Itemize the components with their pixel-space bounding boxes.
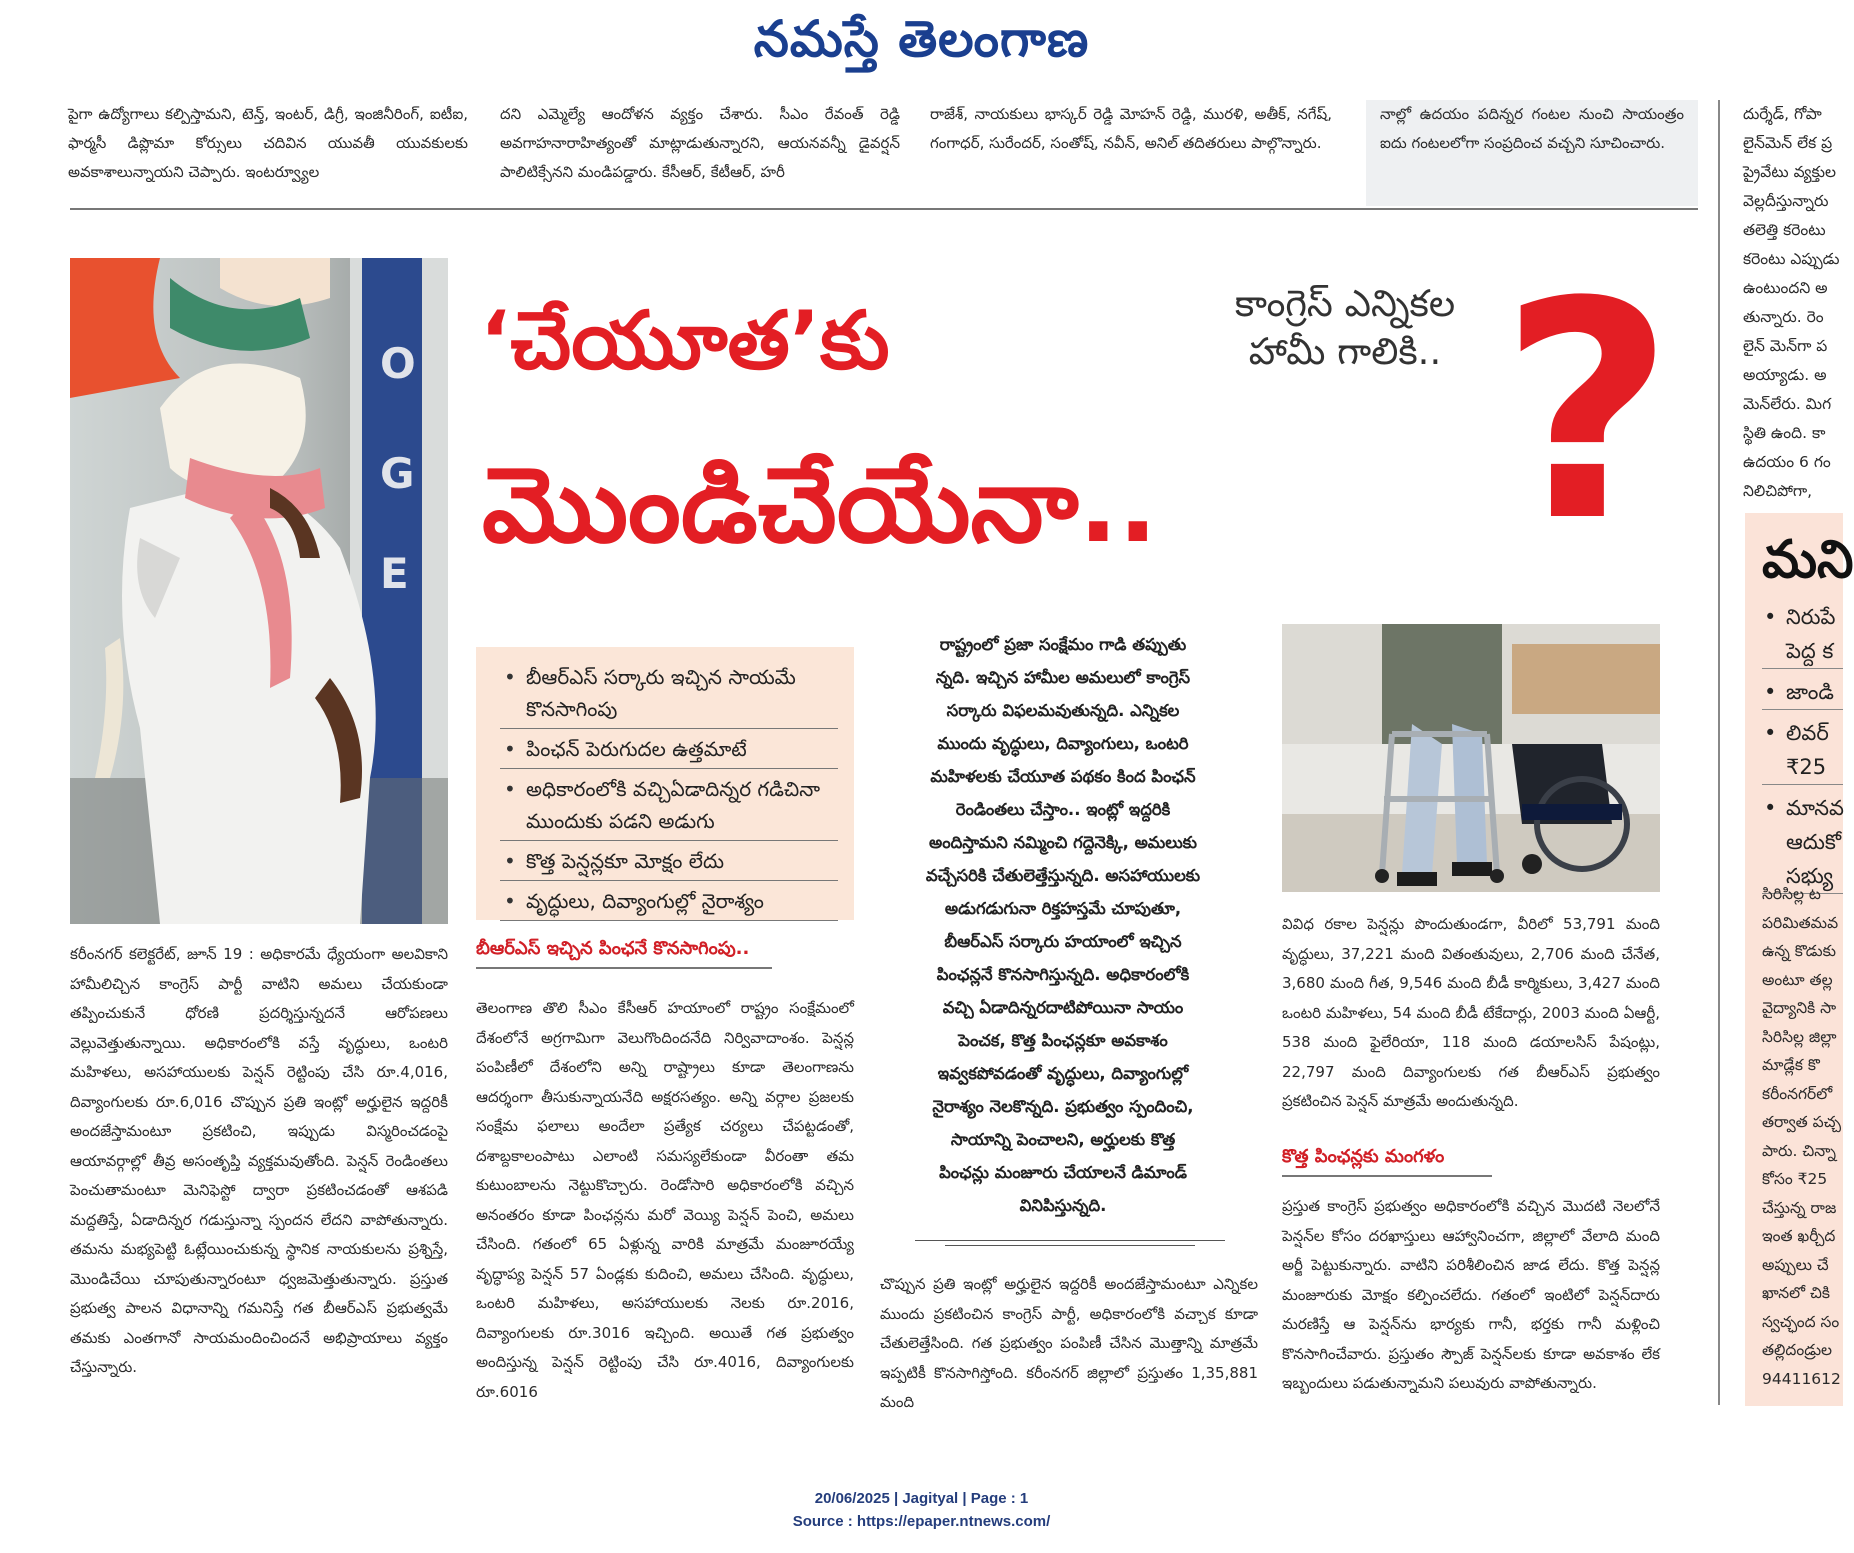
article-column-1 [70, 940, 448, 1386]
top-column-2-text: దని ఎమ్మెల్యే ఆందోళన వ్యక్తం చేశారు. సీఎం రేవంత్ రెడ్డి అవగాహనారాహిత్యంతో మాట్లాడుతున్నారని, ఆయనవన్నీ డైవర్షన్ పాలిటిక్సేనని మండిపడ్డారు. కేసీఆర్, కేటీఆర్, హరీ [500, 105, 900, 181]
masthead [0, 10, 1843, 80]
right-edge-line: లైన్ మెన్‌గా ప [1743, 337, 1828, 355]
standfirst-line: ఇవ్వకపోవడంతో వృద్ధులు, దివ్యాంగుల్లో [937, 1064, 1189, 1083]
right-edge-line: మెన్‌లేరు. మిగ [1743, 395, 1832, 413]
standfirst-line: ముందు వృద్ధులు, దివ్యాంగులు, ఒంటరి [937, 734, 1189, 753]
top-divider [70, 208, 1698, 210]
right-edge-line: లైన్‌మెన్ లేక ప్ర [1743, 134, 1833, 152]
standfirst-line: న్నది. ఇచ్చిన హామీల అమలులో కాంగ్రెస్ [935, 668, 1191, 687]
right-edge-line: అయ్యాడు. అ [1743, 366, 1827, 384]
elderly-man-illustration [70, 258, 448, 924]
headline-line-1: ‘చేయూత’కు [480, 294, 890, 387]
right-sidebar-line: ఉన్న కొడుకు [1762, 942, 1837, 960]
right-sidebar-line: చేస్తున్న రాజ [1762, 1198, 1837, 1217]
svg-text:O: O [380, 339, 416, 388]
right-edge-line: కరెంటు ఎప్పుడు [1743, 250, 1840, 268]
right-sidebar-line: కరీంనగర్‌లో [1762, 1084, 1833, 1103]
standfirst-line: సర్కారు విఫలమవుతున్నది. ఎన్నికల [946, 701, 1180, 720]
right-sidebar-line: 94411612 [1762, 1369, 1841, 1388]
right-sidebar-line: సిరిసిల్ల ట [1762, 885, 1821, 903]
standfirst-line: వచ్చి ఏడాదిన్నరదాటిపోయినా సాయం [942, 998, 1184, 1017]
article-column-4-top [1282, 910, 1660, 1140]
article-column-4-top-text: వివిధ రకాల పెన్షన్లు పొందుతుండగా, వీరిలో 53,791 మంది వృద్ధులు, 37,221 మంది వితంతువులు, 2,706 మంది చేనేత, 3,680 మంది గీత, 9,546 మంది బీడీ కార్మికులు, 3,427 మంది ఒంటరి మహిళలు, 54 మంది బీడీ టేకేదార్లు, 2003 మంది ఏఆర్టీ, 538 మంది ఫైలేరియా, 118 మంది డయాలసిస్ పేషంట్లు, 22,797 మంది దివ్యాంగులకు గత బీఆర్‌ఎస్ ప్రభుత్వం ప్రకటించిన పెన్షన్ మాత్రమే అందుతున్నది. [1282, 915, 1660, 1110]
right-sidebar-line: వైద్యానికి సా [1762, 999, 1837, 1017]
right-sidebar-item: • మానవ ఆదుకో సభ్యు [1762, 791, 1843, 894]
standfirst-line: నైరాశ్యం నెలకొన్నది. ప్రభుత్వం స్పందించి, [932, 1097, 1194, 1116]
footer-date-edition: 20/06/2025 | Jagityal | Page : 1 [814, 1490, 1029, 1507]
highlight-item: • అధికారంలోకి వచ్చిఏడాదిన్నర గడిచినా ముందుకు పడని అడుగు [500, 773, 838, 841]
article-column-2 [476, 994, 854, 1401]
subhead-new-pensions: కొత్త పింఛన్లకు మంగళం [1282, 1146, 1492, 1177]
article-column-4-bottom [1282, 1192, 1660, 1408]
right-sidebar-line: స్వచ్ఛంద సం [1762, 1312, 1840, 1331]
right-sidebar-line: కోసం ₹25 [1762, 1170, 1828, 1188]
article-column-3-text: చొప్పున ప్రతి ఇంట్లో అర్హులైన ఇద్దరికీ అందజేస్తామంటూ ఎన్నికల ముందు ప్రకటించిన కాంగ్రెస్ పార్టీ, అధికారంలోకి వచ్చాక కూడా చేతులెత్తేసింది. గత ప్రభుత్వం పంపిణీ చేసిన మొత్తాన్ని మాత్రమే ఇప్పటికీ కొనసాగిస్తోంది. కరీంనగర్ జిల్లాలో ప్రస్తుతం 1,35,881 మంది [880, 1275, 1258, 1411]
article-column-1-text: కరీంనగర్ కలెక్టరేట్, జూన్ 19 : అధికారమే ధ్యేయంగా అలవికాని హామీలిచ్చిన కాంగ్రెస్ పార్టీ వాటిని అమలు చేయకుండా తప్పించుకునే ధోరణి ప్రదర్శిస్తున్నదనే ఆరోపణలు వెల్లువెత్తుతున్నాయి. అధికారంలోకి వస్తే వృద్ధులు, ఒంటరి మహిళలు, అసహాయులకు పెన్షన్ రెట్టింపు చేసి రూ.4,016, దివ్యాంగులకు రూ.6,016 చొప్పున ప్రతి ఇంట్లో అర్హులైన ఇద్దరికీ అందజేస్తామంటూ ప్రకటించి, ఇప్పుడు విస్మరించడంపై ఆయావర్గాల్లో తీవ్ర అసంతృప్తి వ్యక్తమవుతోంది. పెన్షన్ రెండింతలు పెంచుతామంటూ మెనిఫెస్టో ద్వారా ప్రకటించడంతో ఆశపడి మద్దతిస్తే, ఏడాదిన్నర గడుస్తున్నా స్పందన లేదని వాపోతున్నారు. తమను మభ్యపెట్టి ఓట్లేయించుకున్న స్థానిక నాయకులను ప్రశ్నిస్తే, మొండిచేయి చూపుతున్నారంటూ ధ్వజమెత్తుతున్నారు. ప్రస్తుత ప్రభుత్వ పాలన విధానాన్ని గమనిస్తే గత బీఆర్‌ఎస్ ప్రభుత్వమే తమకు ఎంతగానో సాయమందించిందనే అభిప్రాయాలు వ్యక్తం చేస్తున్నారు. [70, 945, 448, 1376]
right-sidebar-line: తర్వాత పచ్చ [1762, 1113, 1842, 1131]
right-edge-line: స్థితి ఉంది. కా [1743, 424, 1826, 442]
right-sidebar-text [1762, 880, 1843, 1393]
top-column-3 [930, 100, 1332, 192]
kicker-line-2: హామీ గాలికి.. [1248, 330, 1442, 373]
highlight-item: • పింఛన్ పెరుగుదల ఉత్తమాటే [500, 733, 838, 769]
right-sidebar-item: • లివర్ ₹25 [1762, 716, 1843, 785]
right-edge-line: వెల్లదీస్తున్నారు [1743, 192, 1829, 210]
top-column-1 [68, 100, 468, 192]
top-column-4-text: నాల్లో ఉదయం పదిన్నర గంటల నుంచి సాయంత్రం ఐదు గంటలలోగా సంప్రదించ వచ్చని సూచించారు. [1380, 105, 1684, 152]
highlight-item: • కొత్త పెన్షన్లకూ మోక్షం లేదు [500, 845, 838, 881]
right-sidebar-line: అంటూ తల్ల [1762, 970, 1833, 989]
right-sidebar-line: అప్పులు చే [1762, 1255, 1829, 1274]
top-column-4-box [1366, 100, 1698, 206]
standfirst-line: రెండింతలు చేస్తాం.. ఇంట్లో ఇద్దరికి [955, 800, 1171, 819]
masthead-title: నమస్తే తెలంగాణ [753, 9, 1090, 68]
article-column-3 [880, 1270, 1258, 1410]
standfirst-line: పెంచక, కొత్త పింఛన్లకూ అవకాశం [958, 1031, 1168, 1050]
right-sidebar-line: ఇంత ఖర్చీద [1762, 1227, 1836, 1245]
highlight-item: • వృద్ధులు, దివ్యాంగుల్లో నైరాశ్యం [500, 885, 838, 921]
right-edge-line: ప్రైవేటు వ్యక్తుల [1743, 163, 1836, 181]
standfirst-line: పింఛన్లనే కొనసాగిస్తున్నది. అధికారంలోకి [936, 965, 1190, 984]
standfirst-line: మహిళలకు చేయూత పథకం కింద పింఛన్ [930, 767, 1196, 786]
standfirst-line: అడుగడుగునా రిక్తహస్తమే చూపుతూ, [944, 899, 1182, 918]
svg-text:E: E [380, 549, 409, 598]
center-divider-1 [915, 1240, 1225, 1241]
standfirst-line: వచ్చేసరికి చేతులెత్తేస్తున్నది. అసహాయులకు [925, 866, 1201, 885]
right-sidebar-line: మాడ్లేక కొ [1762, 1056, 1820, 1074]
right-edge-line: తున్నారు. రెం [1743, 308, 1824, 326]
standfirst-line: అందిస్తామని నమ్మించి గద్దెనెక్కి, అమలుకు [929, 833, 1197, 852]
right-edge-column [1743, 100, 1843, 506]
center-standfirst [888, 628, 1238, 1222]
kicker-line-1: కాంగ్రెస్ ఎన్నికల [1234, 282, 1456, 325]
right-edge-line: నిలిచిపోగా, [1743, 482, 1813, 500]
right-column-divider [1718, 100, 1720, 1405]
standfirst-line: బీఆర్‌ఎస్ సర్కారు హయాంలో ఇచ్చిన [944, 932, 1182, 951]
right-sidebar-line: పరిమితమవ [1762, 913, 1839, 932]
question-mark-graphic: ? [1500, 238, 1675, 587]
highlights-box [476, 647, 854, 920]
center-divider-2 [945, 1245, 1195, 1246]
right-sidebar-line: తల్లిదండ్రుల [1762, 1341, 1833, 1359]
highlights-list [500, 661, 838, 921]
standfirst-line: సాయాన్ని పెంచాలని, అర్హులకు కొత్త [950, 1130, 1176, 1149]
right-sidebar-list [1762, 600, 1843, 900]
article-column-2-text: తెలంగాణ తొలి సీఎం కేసీఆర్ హయాంలో రాష్ట్రం సంక్షేమంలో దేశంలోనే అగ్రగామిగా వెలుగొందిందనేది నిర్వివాదాంశం. పెన్షన్ల పంపిణీలో దేశంలోని అన్ని రాష్ట్రాలు కూడా తెలంగాణను ఆదర్శంగా తీసుకున్నాయనేది అక్షరసత్యం. అన్ని వర్గాల ప్రజలకు సంక్షేమ ఫలాలు అందేలా ప్రత్యేక చర్యలు చేపట్టడంతో, దశాబ్దకాలంపాటు ఎలాంటి సమస్యలేకుండా వీరంతా తమ కుటుంబాలను నెట్టుకొచ్చారు. రెండోసారి అధికారంలోకి వచ్చిన అనంతరం కూడా పింఛన్లను మరో వెయ్యి పెన్షన్ పెంచి, అమలు చేసింది. గతంలో 65 ఏళ్లున్న వారికి మాత్రమే మంజూరయ్యే వృద్ధాప్య పెన్షన్ 57 ఏండ్లకు కుదించి, అమలు చేసింది. వృద్ధులు, ఒంటరి మహిళలు, అసహాయులకు నెలకు రూ.2016, దివ్యాంగులకు రూ.3016 ఇచ్చింది. అయితే గత ప్రభుత్వం అందిస్తున్న పెన్షన్ రెట్టింపు చేసి రూ.4016, దివ్యాంగులకు రూ.6016 [476, 999, 854, 1401]
standfirst-line: వినిపిస్తున్నది. [1019, 1196, 1107, 1215]
top-column-3-text: రాజేశ్, నాయకులు భాస్కర్ రెడ్డి మోహన్ రెడ్డి, మురళి, అతీక్, నగేష్, గంగాధర్, సురేందర్, సంతోష్, నవీన్, అనిల్ తదితరులు పాల్గొన్నారు. [930, 105, 1332, 152]
right-sidebar-heading: మని [1762, 530, 1854, 590]
right-sidebar-line: పారు. చిన్నా [1762, 1141, 1837, 1160]
headline-line-2: మొండిచేయేనా.. [482, 444, 1158, 566]
top-column-2 [500, 100, 900, 192]
right-edge-line: దుర్శేడ్, గోపా [1743, 105, 1822, 123]
right-edge-line: తలెత్తి కరెంటు [1743, 221, 1826, 239]
walker-wheelchair-illustration [1282, 624, 1660, 892]
right-sidebar-item: • జాండి [1762, 675, 1843, 710]
right-sidebar-line: సిరిసిల్ల జిల్లా [1762, 1027, 1837, 1046]
top-column-1-text: పైగా ఉద్యోగాలు కల్పిస్తామని, టెన్త్, ఇంటర్, డిగ్రీ, ఇంజినీరింగ్, ఐటీఐ, ఫార్మసీ డిప్లొమా కోర్సులు చదివిన యువతీ యువకులకు అవకాశాలున్నాయని చెప్పారు. ఇంటర్వ్యూల [68, 105, 468, 181]
right-sidebar-item: • నిరుపే పెద్ద క [1762, 600, 1843, 669]
walker-wheelchair-photo [1282, 624, 1660, 892]
right-edge-line: ఉంటుందని అ [1743, 279, 1828, 297]
highlight-item: • బీఆర్‌ఎస్ సర్కారు ఇచ్చిన సాయమే కొనసాగింపు [500, 661, 838, 729]
footer-source-link[interactable]: Source : https://epaper.ntnews.com/ [792, 1513, 1051, 1530]
right-edge-line: ఉదయం 6 గం [1743, 453, 1831, 471]
subhead-brs-continuation: బీఆర్‌ఎస్ ఇచ్చిన పింఛనే కొనసాగింపు.. [476, 938, 772, 969]
standfirst-line: పింఛన్లు మంజూరు చేయాలనే డిమాండ్ [939, 1163, 1187, 1182]
standfirst-line: రాష్ట్రంలో ప్రజా సంక్షేమం గాడి తప్పుతు [939, 635, 1187, 654]
right-sidebar-line: ఖానలో చికి [1762, 1284, 1830, 1302]
headline-kicker [1170, 280, 1520, 376]
article-column-4-bottom-text: ప్రస్తుత కాంగ్రెస్ ప్రభుత్వం అధికారంలోకి వచ్చిన మొదటి నెలలోనే పెన్షన్‌ల కోసం దరఖాస్తులు ఆహ్వానించగా, జిల్లాలో వేలాది మంది అర్జీ పెట్టుకున్నారు. వాటిని పరిశీలించిన జాడ లేదు. కొత్త పెన్షన్ల మంజూరుకు మోక్షం కల్పించలేదు. గతంలో ఇంటిలో పెన్షన్‌దారు మరణిస్తే ఆ పెన్షన్‌ను భార్యకు గానీ, భర్తకు గానీ మళ్లించి కొనసాగించేవారు. ప్రస్తుతం స్పౌజ్ పెన్షన్‌లకు కూడా అవకాశం లేక ఇబ్బందులు పడుతున్నామని పలువురు వాపోతున్నారు. [1282, 1197, 1660, 1392]
elderly-man-photo [70, 258, 448, 924]
svg-text:G: G [380, 449, 415, 498]
